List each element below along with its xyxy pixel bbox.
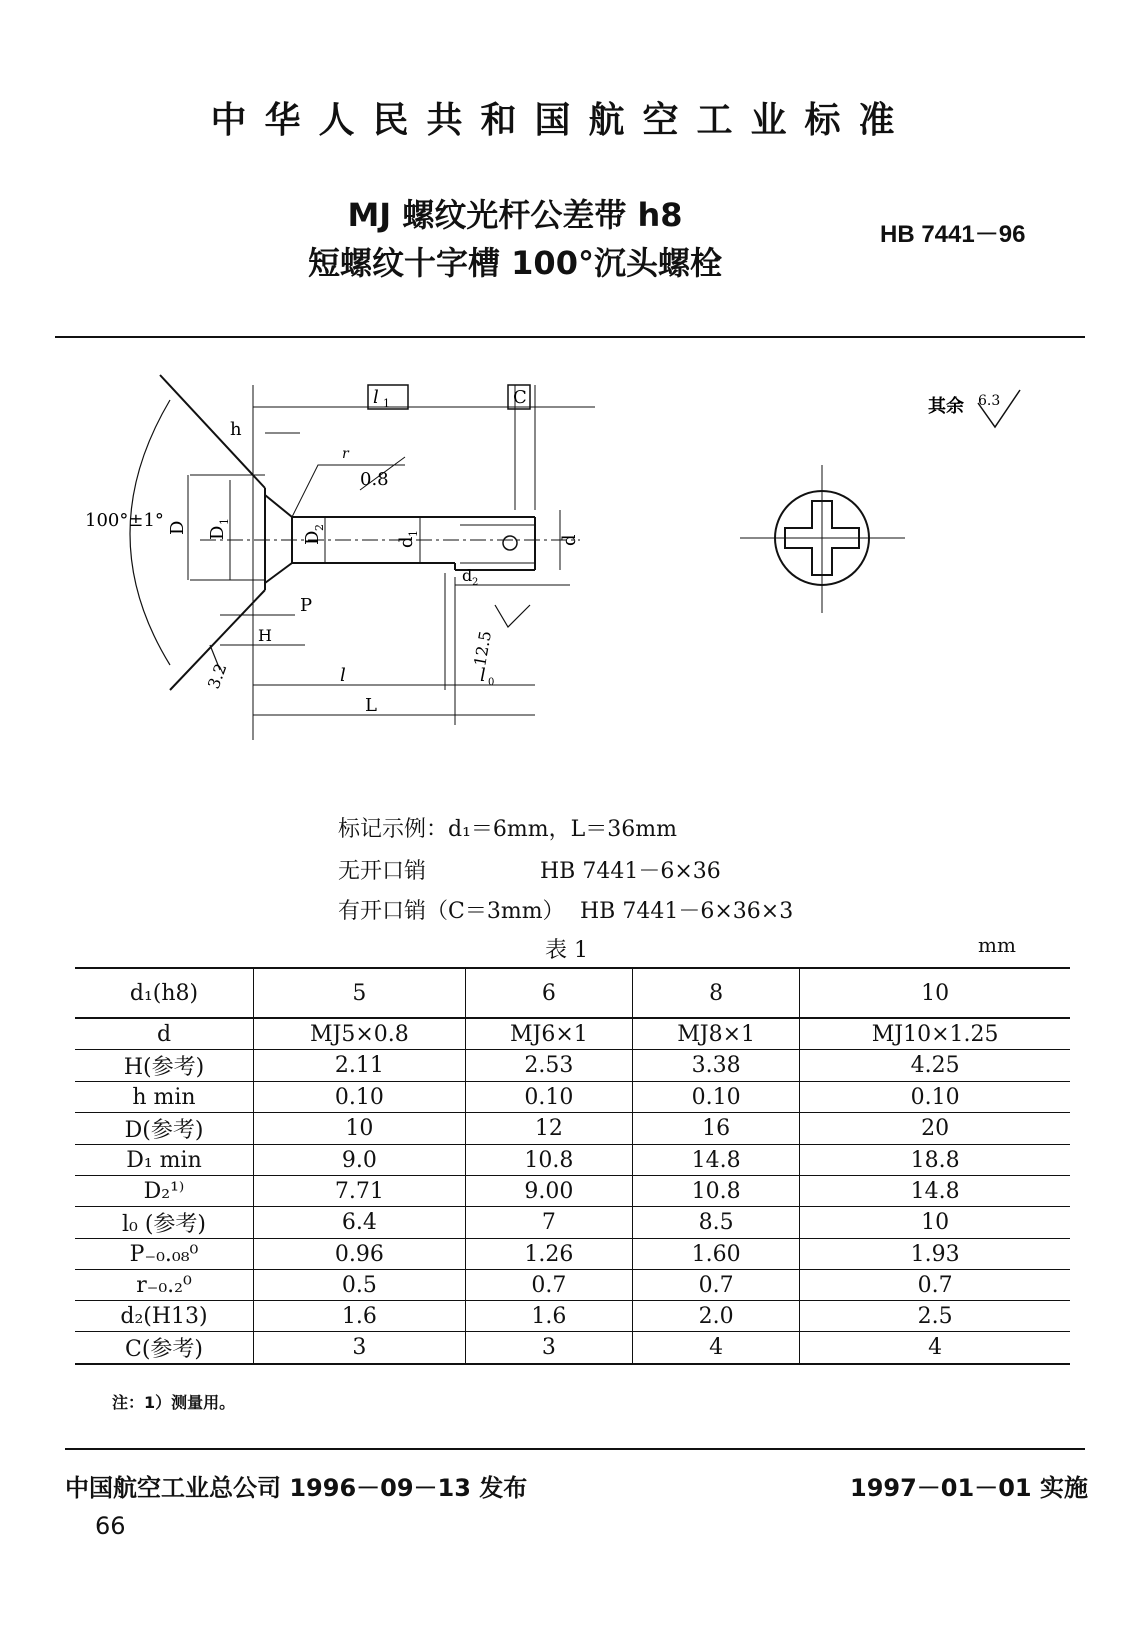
- table-row: [75, 1145, 1070, 1176]
- label-l0-sub: 0: [488, 677, 495, 688]
- table-cell: 10: [254, 1113, 466, 1145]
- table-cell: 1.93: [800, 1239, 1070, 1270]
- table-cell: H(参考): [75, 1050, 254, 1082]
- bolt-technical-drawing: [60, 345, 1080, 765]
- table-cell: d: [75, 1018, 254, 1050]
- label-d2-sub: 2: [472, 577, 479, 588]
- table-cell: 2.0: [633, 1301, 800, 1332]
- label-l1: l: [373, 387, 379, 408]
- no-pin-label: 无开口销: [338, 859, 427, 884]
- table-cell: 10: [800, 1207, 1070, 1239]
- table-cell: 2.53: [465, 1050, 632, 1082]
- label-d: d: [559, 534, 580, 546]
- effective-date: 1997－01－01 实施: [850, 1474, 1088, 1502]
- table-cell: 7: [465, 1207, 632, 1239]
- footer-divider: [65, 1448, 1085, 1450]
- table-cell: 1.6: [254, 1301, 466, 1332]
- label-l1-sub: 1: [383, 397, 390, 410]
- table-cell: 12: [465, 1113, 632, 1145]
- label-D1-sub: 1: [218, 518, 231, 525]
- table-cell: 3: [254, 1332, 466, 1365]
- table-row: [75, 1050, 1070, 1082]
- table-cell: 6.4: [254, 1207, 466, 1239]
- table-cell: 4.25: [800, 1050, 1070, 1082]
- table-cell: 2.5: [800, 1301, 1070, 1332]
- label-D2: D: [302, 530, 323, 545]
- table-cell: d₂(H13): [75, 1301, 254, 1332]
- page-number: 66: [95, 1512, 126, 1540]
- table-header-cell: d₁(h8): [75, 968, 254, 1018]
- table-cell: 0.7: [800, 1270, 1070, 1301]
- table-cell: MJ8×1: [633, 1018, 800, 1050]
- label-l0: l: [480, 665, 486, 686]
- cotter-pin-hole: [503, 536, 517, 550]
- label-angle: 100°±1°: [85, 510, 164, 531]
- table-cell: 9.00: [465, 1176, 632, 1207]
- table-cell: 3: [465, 1332, 632, 1365]
- marking-example: 标记示例：d₁＝6mm，L＝36mm: [338, 817, 677, 842]
- table-cell: 0.10: [465, 1082, 632, 1113]
- label-h: h: [230, 419, 242, 440]
- label-c: C: [513, 387, 527, 408]
- label-d1: d: [396, 536, 417, 548]
- table-cell: 1.6: [465, 1301, 632, 1332]
- table-cell: h min: [75, 1082, 254, 1113]
- table-cell: MJ6×1: [465, 1018, 632, 1050]
- dimension-table: [75, 967, 1070, 1365]
- table-row: [75, 1082, 1070, 1113]
- table-header-cell: 5: [254, 968, 466, 1018]
- with-pin-label: 有开口销（C＝3mm）: [338, 899, 565, 924]
- label-rest-roughness: 其余: [928, 396, 964, 417]
- table-cell: r₋₀.₂⁰: [75, 1270, 254, 1301]
- table-cell: 0.5: [254, 1270, 466, 1301]
- label-L: L: [365, 695, 377, 716]
- standard-organization: 中华人民共和国航空工业标准: [210, 100, 913, 141]
- table-row: [75, 1270, 1070, 1301]
- table-cell: 0.96: [254, 1239, 466, 1270]
- table-row: [75, 1239, 1070, 1270]
- label-d2: d: [462, 566, 473, 585]
- table-cell: 0.7: [465, 1270, 632, 1301]
- table-row: [75, 1113, 1070, 1145]
- publisher: 中国航空工业总公司 1996－09－13 发布: [65, 1474, 528, 1502]
- table-cell: 7.71: [254, 1176, 466, 1207]
- roughness-symbol-shank: [495, 605, 530, 627]
- table-cell: MJ10×1.25: [800, 1018, 1070, 1050]
- label-roughness-shank: 12.5: [470, 629, 496, 668]
- table-cell: l₀ (参考): [75, 1207, 254, 1239]
- table-cell: 16: [633, 1113, 800, 1145]
- label-D2-sub: 2: [313, 524, 326, 531]
- table-header-cell: 6: [465, 968, 632, 1018]
- table-cell: MJ5×0.8: [254, 1018, 466, 1050]
- table-cell: 14.8: [633, 1145, 800, 1176]
- table-caption: 表 1: [545, 938, 588, 963]
- table-cell: D₂¹⁾: [75, 1176, 254, 1207]
- table-header-row: [75, 968, 1070, 1018]
- table-cell: D(参考): [75, 1113, 254, 1145]
- label-pitch-value: 0.8: [360, 469, 389, 490]
- table-cell: 0.7: [633, 1270, 800, 1301]
- table-cell: D₁ min: [75, 1145, 254, 1176]
- table-cell: 10.8: [465, 1145, 632, 1176]
- table-cell: 1.60: [633, 1239, 800, 1270]
- head-chamfer-bottom: [265, 563, 292, 583]
- no-pin-code: HB 7441－6×36: [540, 859, 721, 884]
- label-P: P: [300, 595, 313, 616]
- table-cell: 0.10: [800, 1082, 1070, 1113]
- with-pin-code: HB 7441－6×36×3: [580, 899, 794, 924]
- table-cell: 0.10: [633, 1082, 800, 1113]
- angle-arc: [130, 400, 170, 665]
- table-cell: P₋₀.₀₈⁰: [75, 1239, 254, 1270]
- label-l: l: [340, 665, 346, 686]
- document-title-line1: MJ 螺纹光杆公差带 h8: [347, 196, 683, 234]
- table-cell: 10.8: [633, 1176, 800, 1207]
- label-D1: D: [207, 525, 228, 540]
- table-row: [75, 1332, 1070, 1365]
- footnote: 注：1）测量用。: [112, 1393, 236, 1412]
- table-row: [75, 1207, 1070, 1239]
- table-header-cell: 8: [633, 968, 800, 1018]
- countersink-line-top: [160, 375, 265, 488]
- standard-code: HB 7441－96: [880, 221, 1026, 248]
- head-chamfer-top: [265, 495, 292, 517]
- table-cell: 1.26: [465, 1239, 632, 1270]
- table-cell: 4: [633, 1332, 800, 1365]
- table-cell: 4: [800, 1332, 1070, 1365]
- table-header-cell: 10: [800, 968, 1070, 1018]
- label-roughness-head: 3.2: [203, 660, 231, 692]
- table-row: [75, 1176, 1070, 1207]
- table-row: [75, 1301, 1070, 1332]
- table-cell: 8.5: [633, 1207, 800, 1239]
- table-row: [75, 1018, 1070, 1050]
- table-cell: 3.38: [633, 1050, 800, 1082]
- table-cell: 18.8: [800, 1145, 1070, 1176]
- table-cell: C(参考): [75, 1332, 254, 1365]
- label-D: D: [167, 520, 188, 535]
- label-H: H: [258, 626, 272, 645]
- table-cell: 0.10: [254, 1082, 466, 1113]
- table-cell: 9.0: [254, 1145, 466, 1176]
- header-divider: [55, 336, 1085, 338]
- label-r: r: [342, 446, 349, 462]
- label-d1-sub: 1: [407, 530, 420, 537]
- table-unit: mm: [978, 933, 1016, 957]
- document-title-line2: 短螺纹十字槽 100°沉头螺栓: [308, 244, 722, 282]
- table-cell: 20: [800, 1113, 1070, 1145]
- label-rest-roughness-value: 6.3: [978, 393, 1001, 409]
- table-cell: 2.11: [254, 1050, 466, 1082]
- table-cell: 14.8: [800, 1176, 1070, 1207]
